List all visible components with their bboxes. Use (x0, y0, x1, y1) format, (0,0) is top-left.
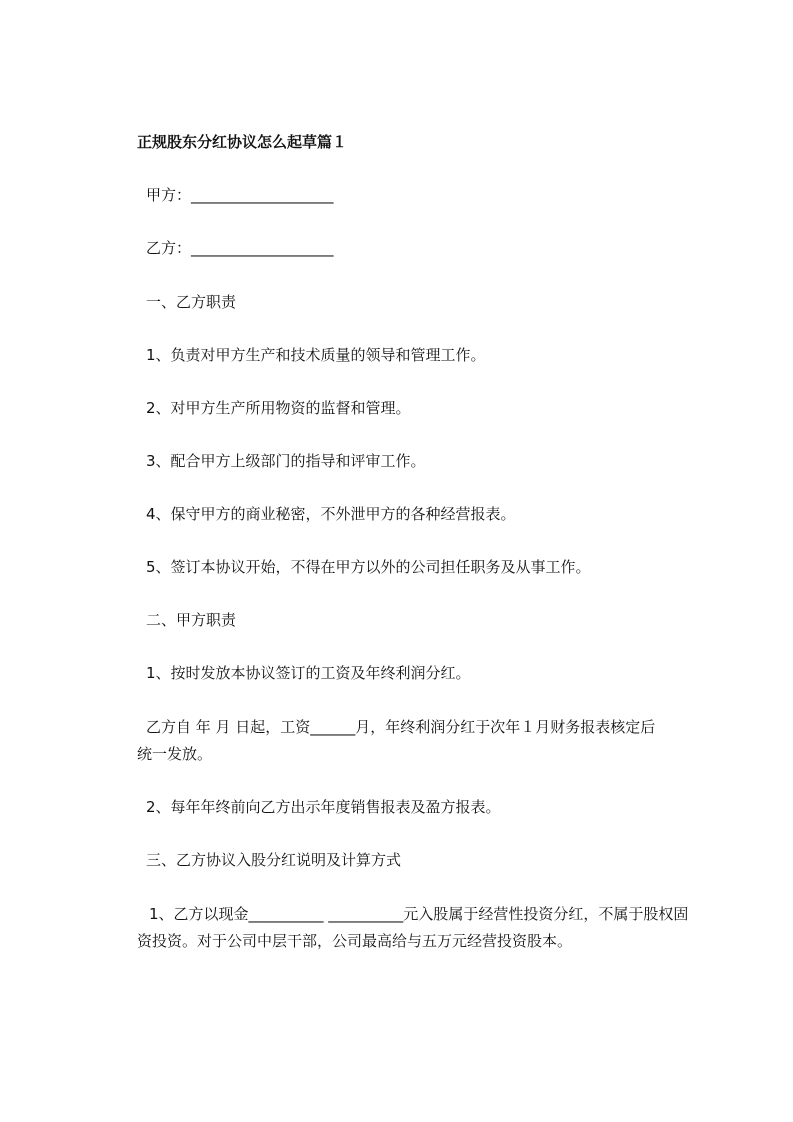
section-1-item-4: 4、保守甲方的商业秘密，不外泄甲方的各种经营报表。 (146, 505, 516, 523)
document-title: 正规股东分红协议怎么起草篇１ (137, 133, 348, 151)
section-2-paragraph-line-1: 乙方自 年 月 日起，工资______月，年终利润分红于次年１月财务报表核定后 (146, 718, 656, 736)
section-3-paragraph-line-1: 1、乙方以现金__________ __________元入股属于经营性投资分红，不属于股权固 (149, 905, 689, 923)
section-2-paragraph-line-2: 统一发放。 (137, 745, 213, 763)
section-1-item-5: 5、签订本协议开始，不得在甲方以外的公司担任职务及从事工作。 (146, 558, 591, 576)
party-b-field: 乙方：___________________ (146, 239, 334, 257)
section-1-item-2: 2、对甲方生产所用物资的监督和管理。 (146, 399, 411, 417)
section-3-heading: 三、乙方协议入股分红说明及计算方式 (146, 851, 402, 869)
section-3-paragraph-line-2: 资投资。对于公司中层干部，公司最高给与五万元经营投资股本。 (137, 932, 573, 950)
section-1-heading: 一、乙方职责 (146, 293, 237, 311)
party-a-field: 甲方：___________________ (146, 186, 334, 204)
section-2-item-2: 2、每年年终前向乙方出示年度销售报表及盈方报表。 (146, 798, 501, 816)
section-1-item-1: 1、负责对甲方生产和技术质量的领导和管理工作。 (146, 346, 486, 364)
section-2-item-1: 1、按时发放本协议签订的工资及年终利润分红。 (146, 664, 471, 682)
section-1-item-3: 3、配合甲方上级部门的指导和评审工作。 (146, 452, 426, 470)
section-2-heading: 二、甲方职责 (146, 611, 237, 629)
